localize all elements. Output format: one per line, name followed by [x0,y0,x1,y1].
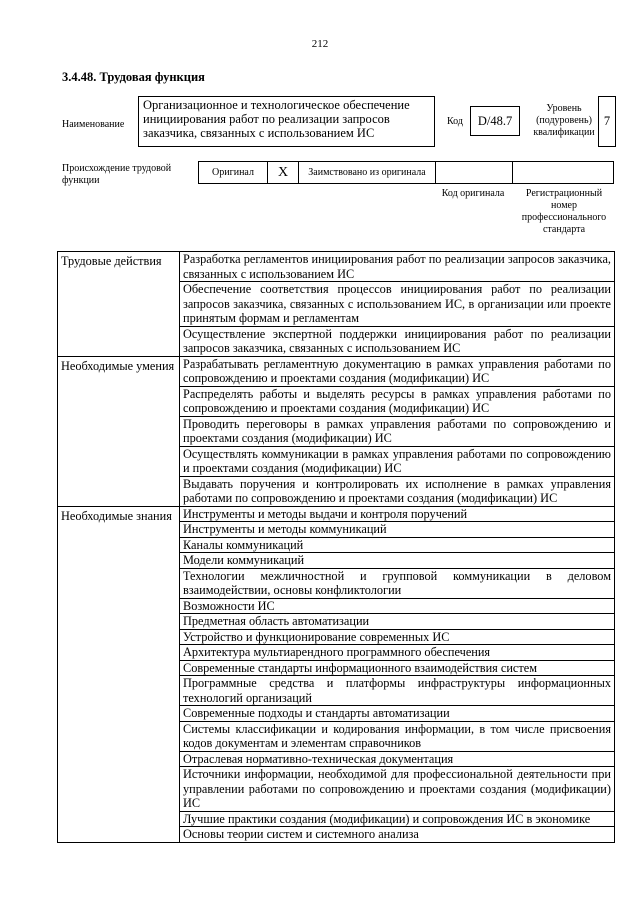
table-cell: Инструменты и методы выдачи и контроля поручений [180,506,615,522]
page-number: 212 [311,38,329,50]
table-cell: Современные подходы и стандарты автоматизации [180,706,615,722]
section-heading: 3.4.48. Трудовая функция [62,70,205,84]
name-label: Наименование [62,119,125,130]
code-value: D/48.7 [470,106,520,136]
origin-label: Происхождение трудовой функции [62,163,172,186]
section-label: Необходимые умения [58,356,180,506]
table-cell: Осуществление экспертной поддержки инициирования работ по реализации запросов заказчика, связанных с использованием ИС [180,326,615,356]
table-row [58,252,615,282]
original-label: Оригинал [199,162,268,184]
level-value: 7 [598,96,616,147]
reg-number-label: Регистрационный номер профессионального стандарта [521,188,607,235]
function-table [57,251,615,843]
section-label: Трудовые действия [58,252,180,357]
code-label: Код [447,116,463,127]
table-cell: Лучшие практики создания (модификации) и сопровождения ИС в экономике [180,811,615,827]
origin-table [198,161,614,184]
table-cell: Предметная область автоматизации [180,614,615,630]
table-cell: Каналы коммуникаций [180,537,615,553]
table-cell: Источники информации, необходимой для профессиональной деятельности при управлении работами по сопровождению и проектами создания (модификации) ИС [180,767,615,812]
level-label: Уровень (подуровень) квалификации [533,103,595,138]
borrowed-label: Заимствовано из оригинала [299,162,436,184]
table-cell: Отраслевая нормативно-техническая документация [180,751,615,767]
table-cell: Архитектура мультиарендного программного обеспечения [180,645,615,661]
section-label: Необходимые знания [58,506,180,842]
table-cell: Выдавать поручения и контролировать их исполнение в рамках управления работами по сопровождению и проектами создания (модификации) ИС [180,476,615,506]
name-value: Организационное и технологическое обеспечение инициирования работ по реализации запросов заказчика, связанных с использованием ИС [138,96,435,147]
table-cell: Разработка регламентов инициирования работ по реализации запросов заказчика, связанных с использованием ИС [180,252,615,282]
original-mark: X [268,162,299,184]
table-cell: Проводить переговоры в рамках управления работами по сопровождению и проектами создания (модификации) ИС [180,416,615,446]
table-row [58,356,615,386]
table-cell: Программные средства и платформы инфраструктуры информационных технологий организаций [180,676,615,706]
code-original-cell [436,162,513,184]
table-cell: Системы классификации и кодирования информации, в том числе присвоения кодов документам и элементам справочников [180,721,615,751]
table-cell: Современные стандарты информационного взаимодействия систем [180,660,615,676]
code-original-label: Код оригинала [441,188,505,199]
table-cell: Технологии межличностной и групповой коммуникации в деловом взаимодействии, основы конфликтологии [180,568,615,598]
table-cell: Модели коммуникаций [180,553,615,569]
table-cell: Обеспечение соответствия процессов инициирования работ по реализации запросов заказчика, связанных с использованием ИС, в организации или проекте принятым формам и регламентам [180,282,615,327]
table-cell: Возможности ИС [180,598,615,614]
reg-number-cell [513,162,614,184]
table-cell: Разрабатывать регламентную документацию в рамках управления работами по сопровождению и проектами создания (модификации) ИС [180,356,615,386]
table-cell: Осуществлять коммуникации в рамках управления работами по сопровождению и проектами создания (модификации) ИС [180,446,615,476]
table-cell: Основы теории систем и системного анализа [180,827,615,843]
table-cell: Инструменты и методы коммуникаций [180,522,615,538]
table-cell: Распределять работы и выделять ресурсы в рамках управления работами по сопровождению и проектами создания (модификации) ИС [180,386,615,416]
table-cell: Устройство и функционирование современных ИС [180,629,615,645]
table-row [58,506,615,522]
